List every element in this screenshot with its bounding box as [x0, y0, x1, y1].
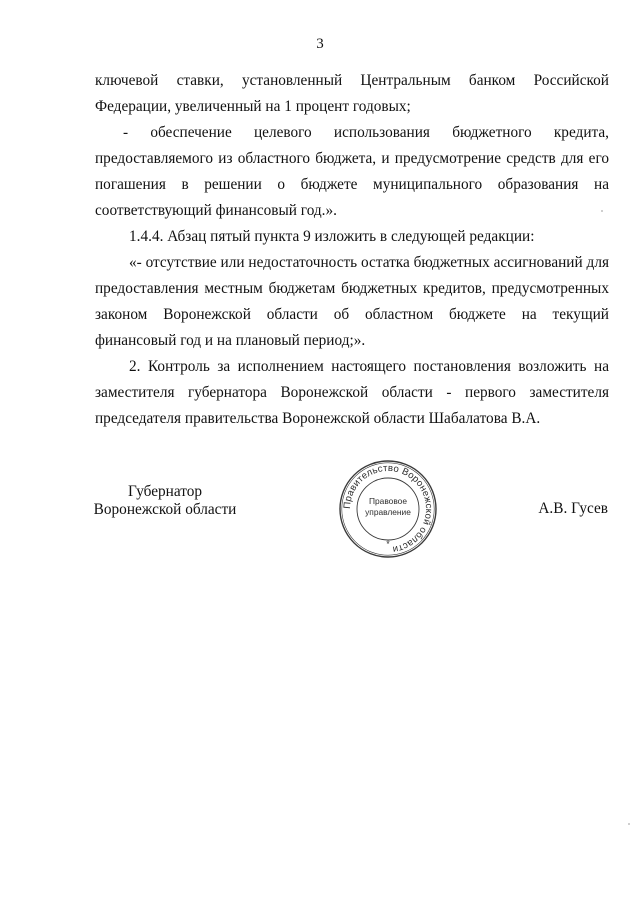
- paragraph-quoted-amendment: «- отсутствие или недостаточность остатка бюджетных ассигнований для предоставления местным бюджетам бюджетных кредитов, предусмотренных законом Воронежской области об областном бюджете на текущий финансовый год и на плановый период;».: [95, 254, 609, 349]
- paragraph-dash-item: - обеспечение целевого использования бюджетного кредита, предоставляемого из областного бюджета, и предусмотрение средств для его погашения в решении о бюджете муниципального образования на соответствующий финансовый год.».: [95, 124, 609, 219]
- stamp-inner-line1: Правовое: [368, 496, 408, 506]
- signatory-position-line2: Воронежской области: [93, 501, 237, 518]
- paragraph-amendment-heading: 1.4.4. Абзац пятый пункта 9 изложить в следующей редакции:: [129, 228, 535, 245]
- paragraph-continuation: ключевой ставки, установленный Центральным банком Российской Федерации, увеличенный на 1 процент годовых;: [95, 72, 609, 115]
- paragraph-control-clause: 2. Контроль за исполнением настоящего постановления возложить на заместителя губернатора Воронежской области - первого заместителя председателя правительства Воронежской области Шабалатова В.А.: [95, 358, 609, 427]
- signatory-name: А.В. Гусев: [538, 500, 608, 517]
- stamp-outer-text: Правительство Воронежской области: [341, 462, 435, 555]
- scan-speck: [628, 823, 630, 825]
- scan-speck: [601, 210, 603, 212]
- stamp-inner-line2: управление: [365, 507, 411, 517]
- signatory-position: [92, 483, 238, 519]
- document-body: [95, 68, 609, 432]
- official-stamp: [338, 459, 438, 559]
- stamp-star: *: [386, 539, 390, 549]
- page-number: 3: [316, 36, 324, 52]
- signatory-position-line1: Губернатор: [127, 483, 203, 500]
